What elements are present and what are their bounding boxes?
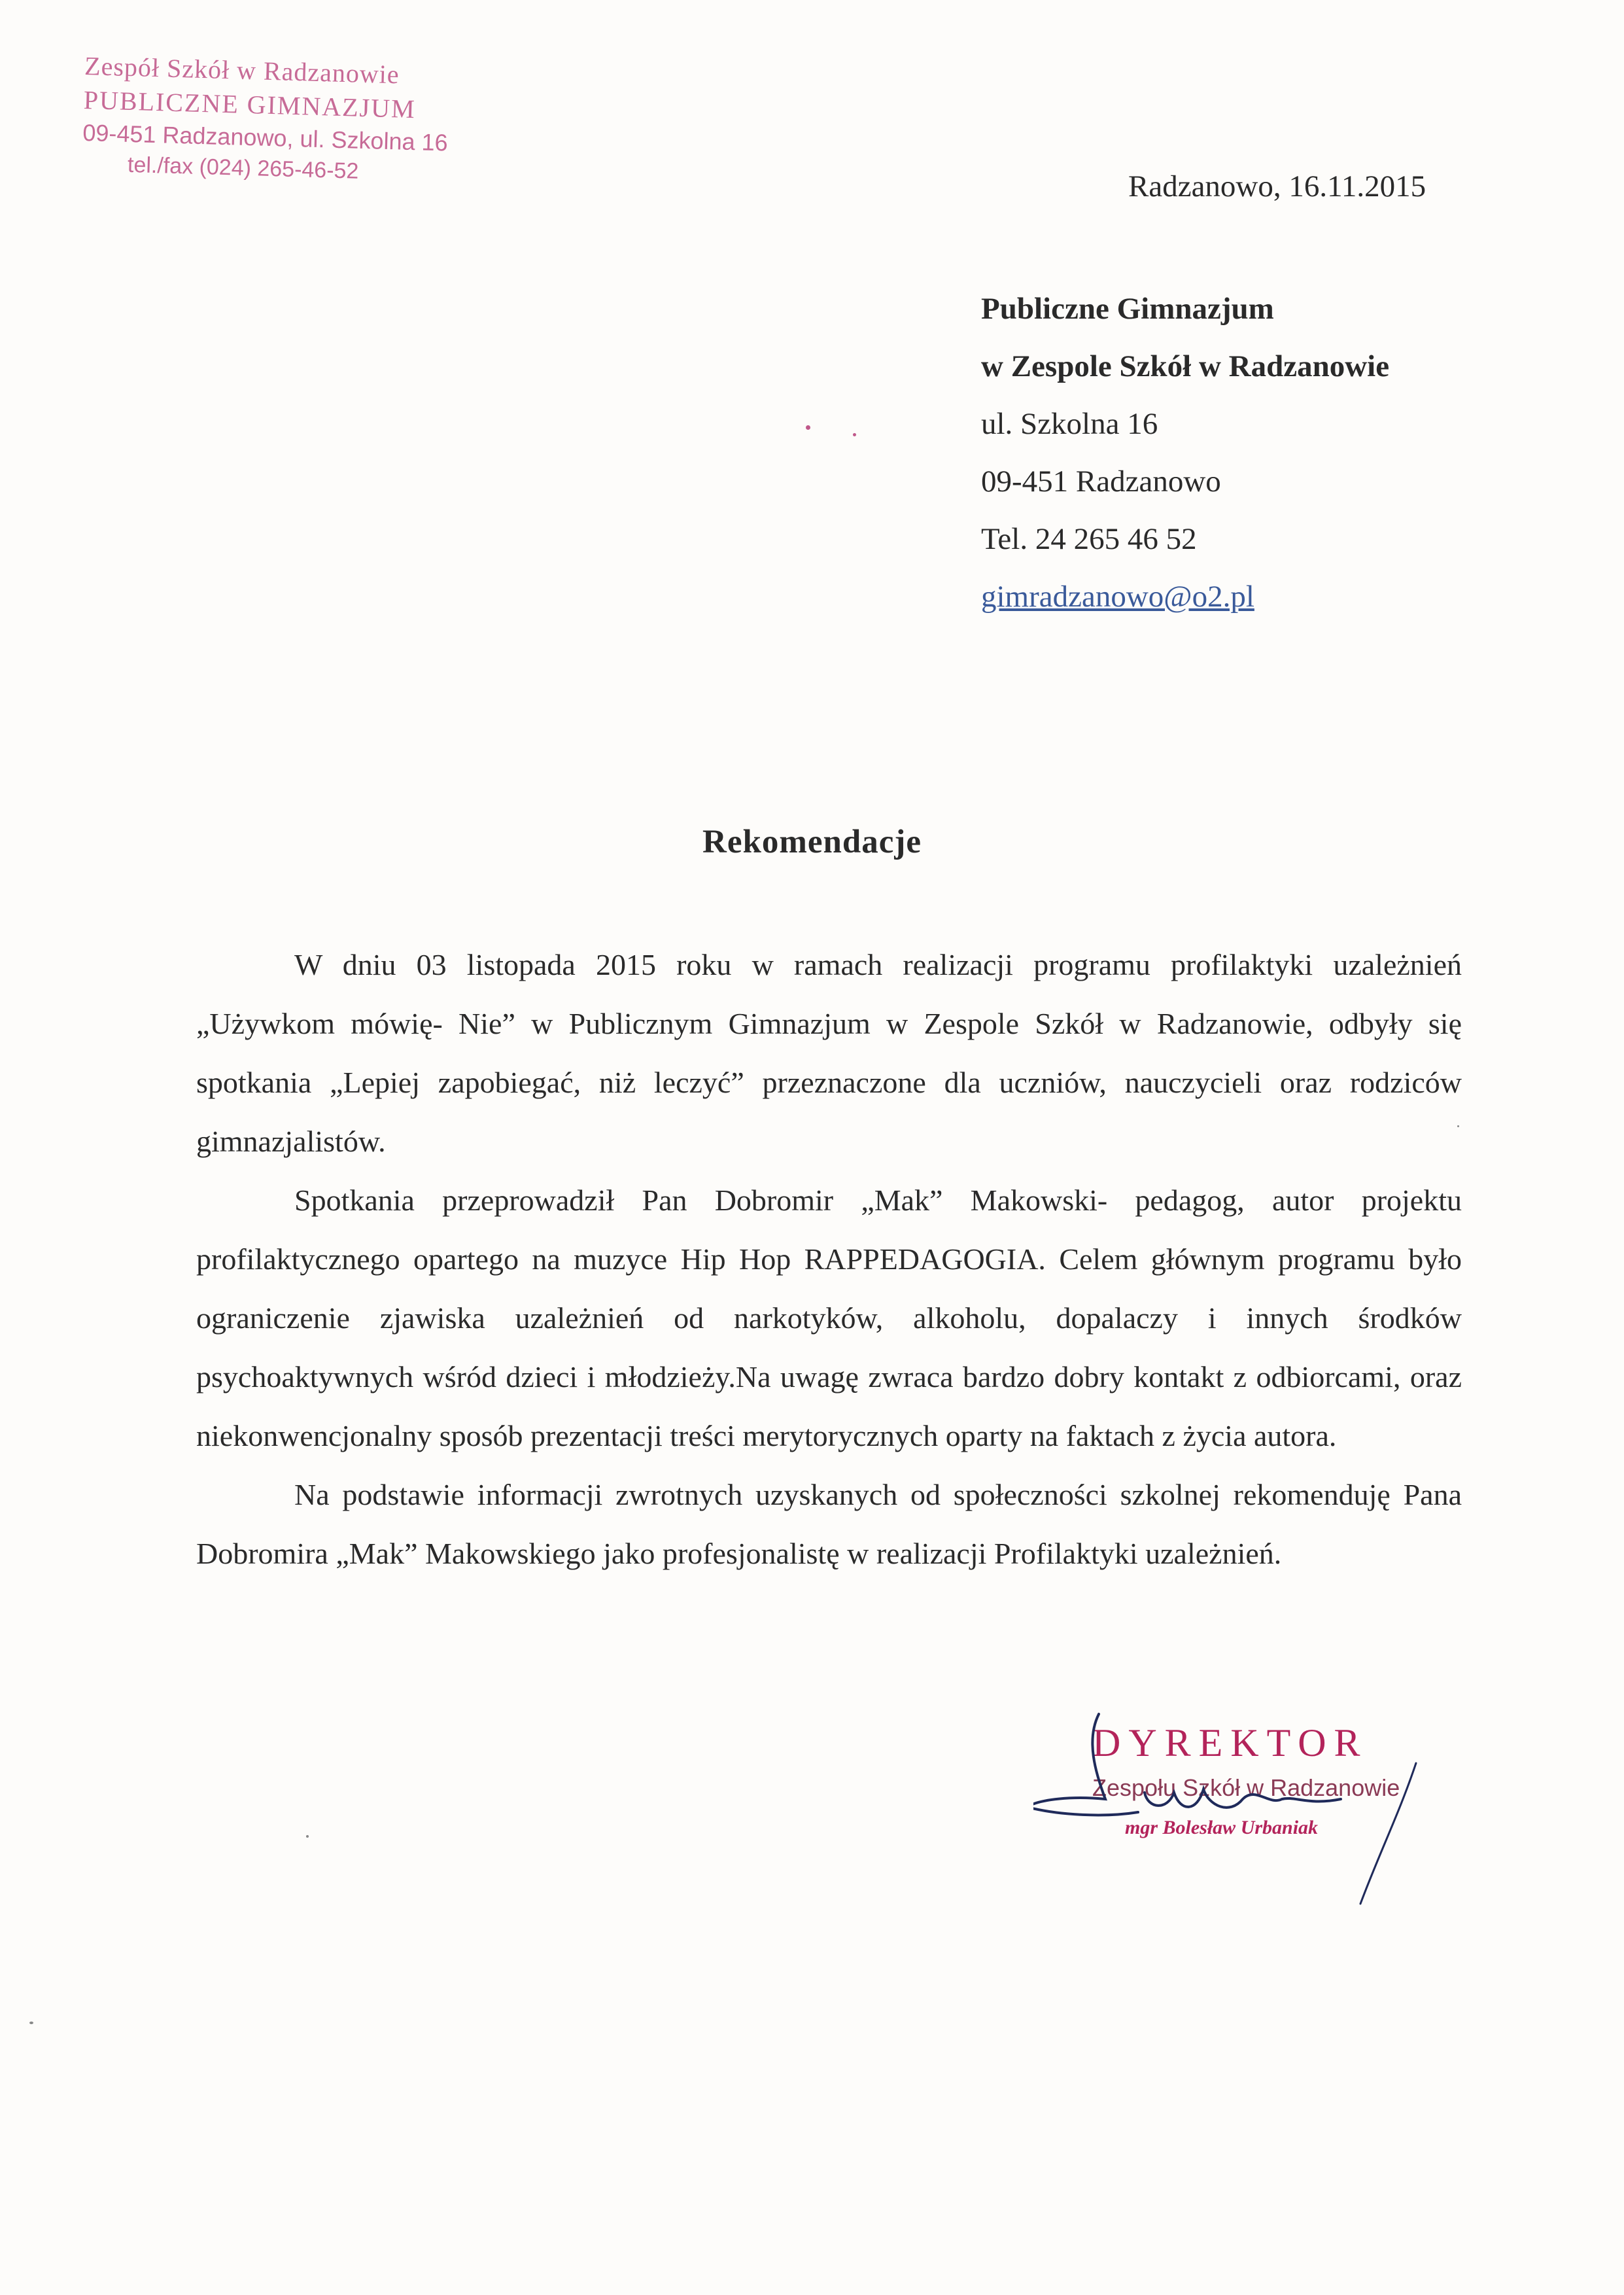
speck [306,1835,309,1838]
speck [853,433,856,436]
stamp-address: 09-451 Radzanowo, ul. Szkolna 16 [82,118,449,156]
letter-body [196,936,1462,1583]
speck [806,425,810,430]
director-title: DYREKTOR [1092,1721,1368,1764]
speck [1457,1125,1459,1127]
letter-date: Radzanowo, 16.11.2015 [1128,169,1426,203]
recipient-line1: Publiczne Gimnazjum [981,292,1274,326]
handwritten-signature [1033,1701,1439,1910]
stamp-school-name: Zespół Szkół w Radzanowie [84,50,400,90]
paragraph-2: Spotkania przeprowadził Pan Dobromir „Mak” Makowski- pedagog, autor projektu profilaktycznego opartego na muzyce Hip Hop RAPPEDAGOGIA. Celem głównym programu było ograniczenie zjawiska uzależnień od narkotyków, alkoholu, dopalaczy i innych środków psychoaktywnych wśród dzieci i młodzieży.Na uwagę zwraca bardzo dobry kontakt z odbiorcami, oraz niekonwencjonalny sposób prezentacji treści merytorycznych oparty na faktach z życia autora. [196,1183,1462,1452]
recipient-line2: w Zespole Szkół w Radzanowie [981,349,1390,383]
signature-block [1033,1701,1439,1910]
director-name: mgr Bolesław Urbaniak [1125,1817,1319,1838]
recipient-street: ul. Szkolna 16 [981,407,1158,441]
speck [29,2022,33,2024]
paragraph-3: Na podstawie informacji zwrotnych uzyskanych od społeczności szkolnej rekomenduję Pana Dobromira „Mak” Makowskiego jako profesjonalistę w realizacji Profilaktyki uzależnień. [196,1478,1462,1570]
recipient-address [981,280,1389,625]
paragraph-1: W dniu 03 listopada 2015 roku w ramach realizacji programu profilaktyki uzależnień „Używkom mówię- Nie” w Publicznym Gimnazjum w Zespole Szkół w Radzanowie, odbyły się spotkania „Lepiej zapobiegać, niż leczyć” przeznaczone dla uczniów, nauczycieli oraz rodziców gimnazjalistów. [196,948,1462,1158]
director-school: Zespołu Szkół w Radzanowie [1092,1774,1400,1801]
recipient-phone: Tel. 24 265 46 52 [981,522,1197,556]
stamp-phone: tel./fax (024) 265-46-52 [127,152,359,184]
school-stamp [81,49,490,190]
recipient-email-link[interactable]: gimradzanowo@o2.pl [981,580,1254,614]
document-heading: Rekomendacje [702,824,922,860]
stamp-school-type: PUBLICZNE GIMNAZJUM [83,84,417,124]
recipient-city: 09-451 Radzanowo [981,464,1221,499]
